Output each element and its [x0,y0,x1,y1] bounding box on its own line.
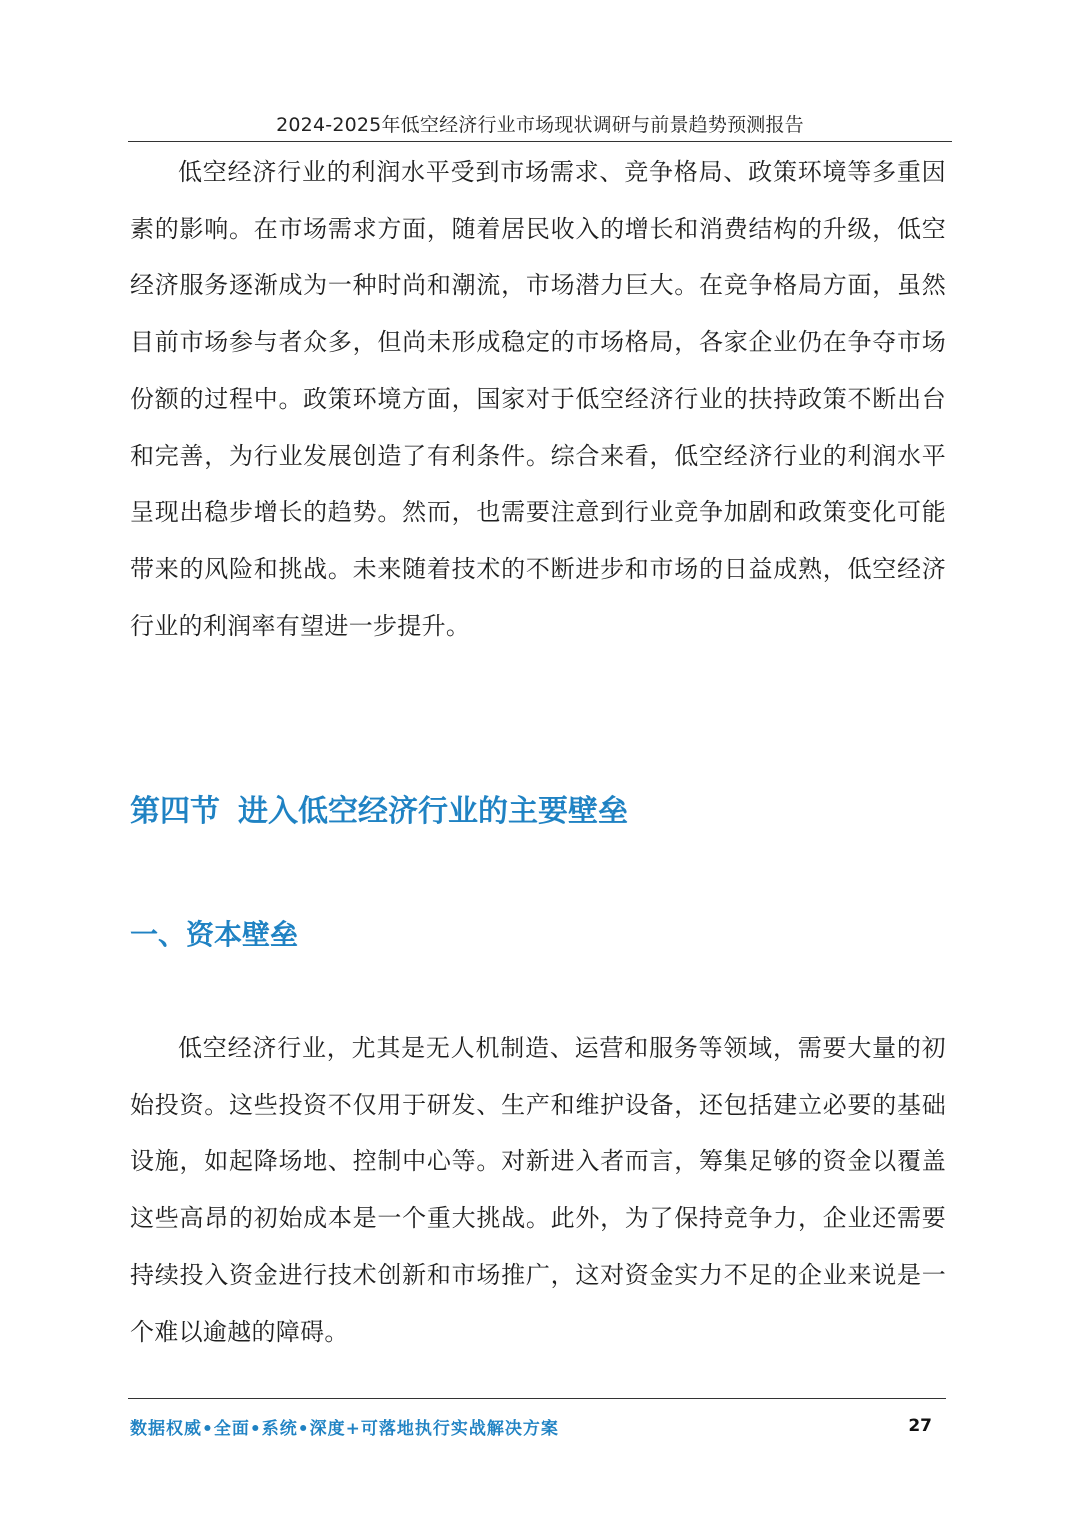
header-divider [128,141,952,142]
section-heading [130,786,628,830]
subsection-heading: 一、资本壁垒 [130,918,299,951]
footer-divider [128,1398,946,1399]
body-paragraph-capital-barrier: 低空经济行业，尤其是无人机制造、运营和服务等领域，需要大量的初始投资。这些投资不仅用于研发、生产和维护设备，还包括建立必要的基础设施，如起降场地、控制中心等。对新进入者而言，筹集足够的资金以覆盖这些高昂的初始成本是一个重大挑战。此外，为了保持竞争力，企业还需要持续投入资金进行技术创新和市场推广，这对资金实力不足的企业来说是一个难以逾越的障碍。 [130,1034,946,1346]
footer-slogan: 数据权威•全面•系统•深度+可落地执行实战解决方案 [130,1419,559,1439]
report-title: 2024-2025年低空经济行业市场现状调研与前景趋势预测报告 [276,114,804,136]
section-number: 第四节 [130,794,220,829]
page-number: 27 [908,1416,932,1436]
body-paragraph-profit: 低空经济行业的利润水平受到市场需求、竞争格局、政策环境等多重因素的影响。在市场需求方面，随着居民收入的增长和消费结构的升级，低空经济服务逐渐成为一种时尚和潮流，市场潜力巨大。在竞争格局方面，虽然目前市场参与者众多，但尚未形成稳定的市场格局，各家企业仍在争夺市场份额的过程中。政策环境方面，国家对于低空经济行业的扶持政策不断出台和完善，为行业发展创造了有利条件。综合来看，低空经济行业的利润水平呈现出稳步增长的趋势。然而，也需要注意到行业竞争加剧和政策变化可能带来的风险和挑战。未来随着技术的不断进步和市场的日益成熟，低空经济行业的利润率有望进一步提升。 [130,158,946,640]
section-title: 进入低空经济行业的主要壁垒 [238,794,628,829]
